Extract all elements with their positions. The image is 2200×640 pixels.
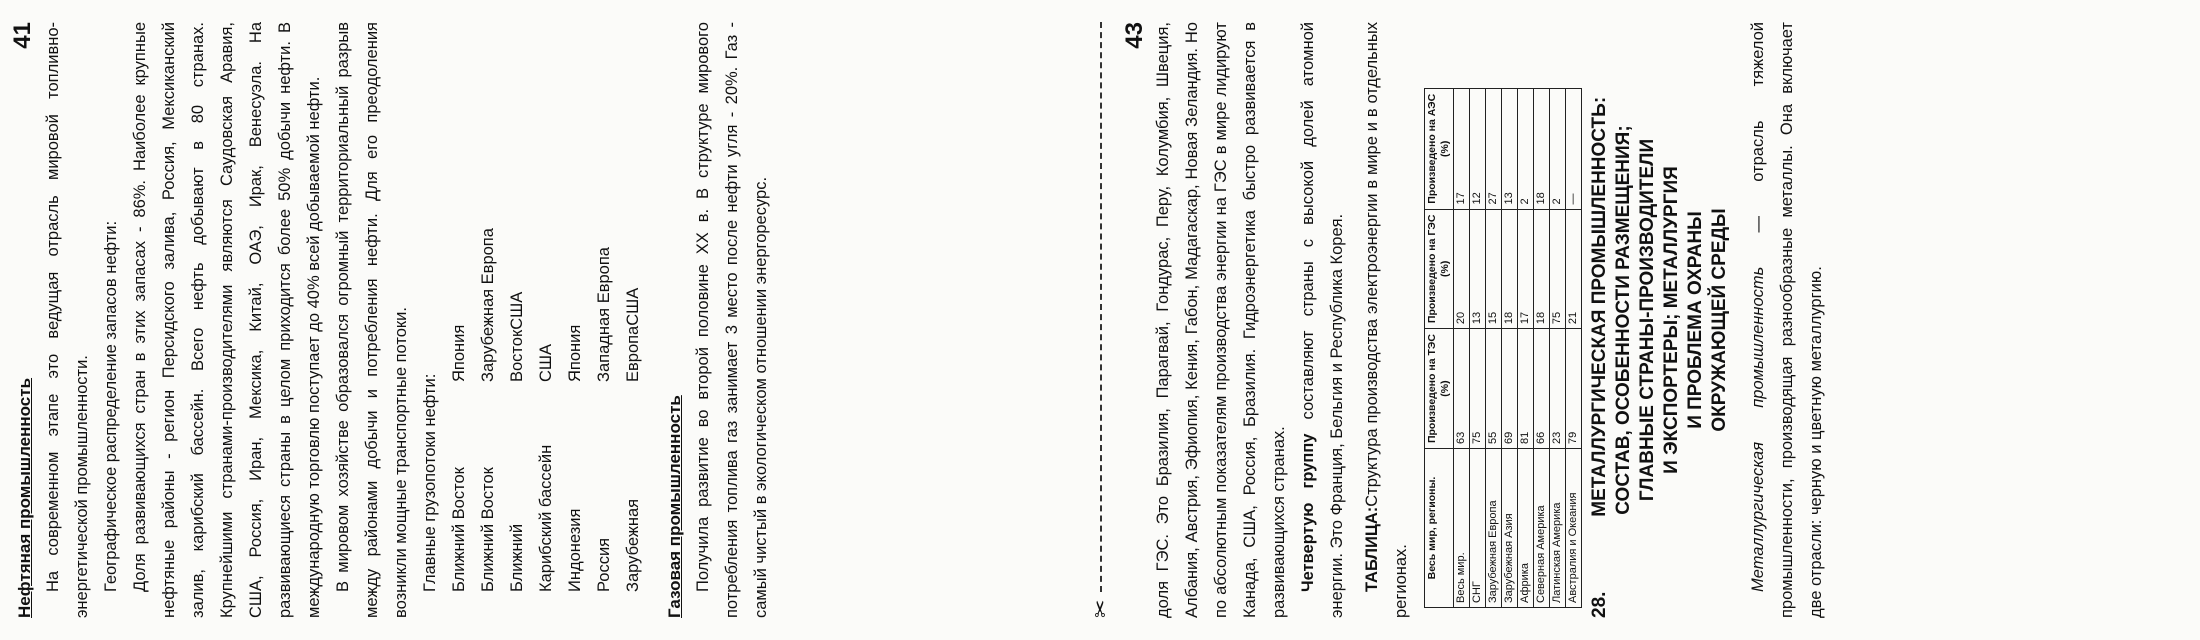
table-cell-region: Австралия и Океания	[1566, 449, 1582, 608]
metallurgy-term: Металлургическая промышленность	[1749, 266, 1767, 592]
table-cell-tes: 75	[1470, 329, 1486, 449]
table-cell-aes: 17	[1454, 89, 1470, 210]
oil-industry-heading: Нефтяная промышленность	[15, 377, 34, 618]
table-cell-region: Зарубежная Азия	[1502, 449, 1518, 608]
flow-from: Ближний	[508, 523, 526, 592]
table-cell-aes: 12	[1470, 89, 1486, 210]
table-cell-tes: 63	[1454, 329, 1470, 449]
page-43-header	[1120, 22, 1149, 618]
table-cell-aes: 18	[1534, 89, 1550, 210]
metallurgy-paragraph	[1744, 22, 1831, 618]
table-cell-region: Весь мир.	[1454, 449, 1470, 608]
section-28-title-line: И ПРОБЛЕМА ОХРАНЫ	[1685, 211, 1706, 429]
table-row	[1486, 89, 1502, 608]
table-cell-tes: 23	[1550, 329, 1566, 449]
table-caption-text: Структура производства электроэнергии в мире и в отдельных регионах.	[1363, 22, 1410, 618]
table-row	[1502, 89, 1518, 608]
table-cell-ges: 21	[1566, 209, 1582, 329]
scissors-icon: ✂	[1088, 599, 1113, 618]
nuclear-paragraph	[1294, 22, 1352, 618]
gas-industry-heading: Газовая промышленность	[665, 395, 684, 618]
section-28-number: 28.	[1589, 591, 1610, 618]
page-number-43: 43	[1121, 22, 1148, 49]
oil-flow-row	[532, 22, 561, 618]
table-cell-ges: 18	[1534, 209, 1550, 329]
table-cell-region: Африка	[1518, 449, 1534, 608]
flow-to: Зарубежная Европа	[479, 228, 497, 382]
table-row	[1550, 89, 1566, 608]
metallurgy-definition: — отрасль тяжелой промышленности, производящая разнообразные металлы. Она включает две отрасли: черную и цветную металлургию.	[1749, 22, 1825, 618]
table-cell-tes: 66	[1534, 329, 1550, 449]
oil-flow-row	[445, 22, 474, 618]
oil-flow-row	[590, 22, 619, 618]
table-row	[1470, 89, 1486, 608]
flow-to: ВостокСША	[508, 291, 526, 382]
section-28-title-line: СОСТАВ, ОСОБЕННОСТИ РАЗМЕЩЕНИЯ;	[1613, 125, 1634, 515]
oil-paragraph-3: Доля развивающихся стран в этих запасах - 86%. Наиболее крупные нефтяные районы - регион Персидского залива, Россия, Мексиканский залив, карибский бассейн. Всего нефть добывают в 80 странах. Крупнейшими странами-производителями являются Саудовская Аравия, США, Россия, Иран, Мексика, Китай, ОАЭ, Ирак, Венесуэла. На развивающиеся страны в целом приходится более 50% добычи нефти. В международную торговлю поступает до 40% всей добываемой нефти.	[131, 22, 323, 618]
flow-from: Зарубежная	[624, 498, 642, 592]
table-cell-aes: 27	[1486, 89, 1502, 210]
gas-paragraph: Получила развитие во второй половине XX в. В структуре мирового потребления топлива газ занимает 3 место после нефти угля - 20%. Газ - самый чистый в экологическом отношении энергоресурс.	[694, 22, 770, 618]
section-28-title-line: 28. МЕТАЛЛУРГИЧЕСКАЯ ПРОМЫШЛЕННОСТЬ:	[1589, 96, 1610, 618]
table-row	[1566, 89, 1582, 608]
table-cell-ges: 75	[1550, 209, 1566, 329]
flow-from: Карибский бассейн	[537, 444, 555, 592]
flow-to: США	[537, 343, 555, 382]
oil-flows-title: Главные грузопотоки нефти:	[421, 373, 439, 592]
table-row	[1454, 89, 1470, 608]
oil-paragraph-1: На современном этапе это ведущая отрасль мировой топливно-энергетической промышленности.	[44, 22, 91, 618]
flow-to: Западная Европа	[595, 247, 613, 382]
electricity-structure-table	[1424, 88, 1582, 608]
table-cell-region: СНГ	[1470, 449, 1486, 608]
table-cell-region: Северная Америка	[1534, 449, 1550, 608]
oil-paragraph-4: В мировом хозяйстве образовался огромный территориальный разрыв между районами добычи и потребления нефти. Для его преодоления возникли мощные транспортные потоки.	[334, 22, 410, 618]
table-cell-region: Зарубежная Европа	[1486, 449, 1502, 608]
oil-flow-row	[561, 22, 590, 618]
table-cell-tes: 69	[1502, 329, 1518, 449]
table-label: ТАБЛИЦА:	[1363, 506, 1381, 592]
dashed-divider	[1100, 22, 1102, 592]
flow-to: ЕвропаСША	[624, 287, 642, 382]
col-header-region: Весь мир, регионы.	[1425, 449, 1454, 608]
flow-from: Индонезия	[566, 508, 584, 592]
page-number-41: 41	[9, 22, 36, 49]
section-28-title-line: И ЭКСПОРТЕРЫ; МЕТАЛЛУРГИЯ	[1661, 166, 1682, 474]
table-cell-ges: 18	[1502, 209, 1518, 329]
table-cell-aes: 2	[1518, 89, 1534, 210]
section-28-title-line: ОКРУЖАЮЩЕЙ СРЕДЫ	[1709, 208, 1730, 432]
oil-flow-row	[474, 22, 503, 618]
table-cell-tes: 79	[1566, 329, 1582, 449]
cut-line	[1090, 22, 1112, 618]
table-cell-aes: 13	[1502, 89, 1518, 210]
page-43	[1090, 22, 1831, 618]
col-header-tes: Произведено на ТЭС (%)	[1425, 329, 1454, 449]
table-cell-tes: 81	[1518, 329, 1534, 449]
table-cell-ges: 20	[1454, 209, 1470, 329]
table-cell-ges: 17	[1518, 209, 1534, 329]
section-28-title-line: ГЛАВНЫЕ СТРАНЫ-ПРОИЗВОДИТЕЛИ	[1637, 138, 1658, 502]
table-cell-region: Латинская Америка	[1550, 449, 1566, 608]
table-row	[1518, 89, 1534, 608]
col-header-ges: Произведено на ГЭС (%)	[1425, 209, 1454, 329]
flow-from: Россия	[595, 537, 613, 592]
table-cell-aes: —	[1566, 89, 1582, 210]
col-header-aes: Произведено на АЭС (%)	[1425, 89, 1454, 210]
oil-flow-row	[619, 22, 648, 618]
flow-from: Ближний Восток	[479, 467, 497, 592]
table-cell-aes: 2	[1550, 89, 1566, 210]
table-caption	[1358, 22, 1416, 618]
table-cell-tes: 55	[1486, 329, 1502, 449]
fourth-group-label: Четвертую группу	[1299, 433, 1317, 592]
oil-flow-row	[503, 22, 532, 618]
oil-flows-list	[445, 22, 648, 618]
page-41	[8, 22, 776, 618]
table-cell-ges: 15	[1486, 209, 1502, 329]
flow-to: Япония	[450, 324, 468, 382]
table-cell-ges: 13	[1470, 209, 1486, 329]
flow-from: Ближний Восток	[450, 467, 468, 592]
fourth-group-text: составляют страны с высокой долей атомной энергии. Это Франция, Бельгия и Республика Корея.	[1299, 22, 1346, 618]
oil-paragraph-2: Географическое распределение запасов нефти:	[102, 220, 120, 592]
flow-to: Япония	[566, 324, 584, 382]
table-row	[1534, 89, 1550, 608]
page-41-header	[8, 22, 39, 618]
section-28-title	[1588, 22, 1732, 618]
hydro-paragraph: доля ГЭС. Это Бразилия, Парагвай, Гондурас, Перу, Колумбия, Швеция, Албания, Австрия, Эфиопия, Кения, Габон, Мадагаскар, Новая Зеландия. Но по абсолютным показателям производства энергии на ГЭС в мире лидируют Канада, США, Россия, Бразилия. Гидроэнергетика быстро развивается в развивающихся странах.	[1154, 22, 1288, 618]
table-header-row	[1425, 89, 1454, 608]
